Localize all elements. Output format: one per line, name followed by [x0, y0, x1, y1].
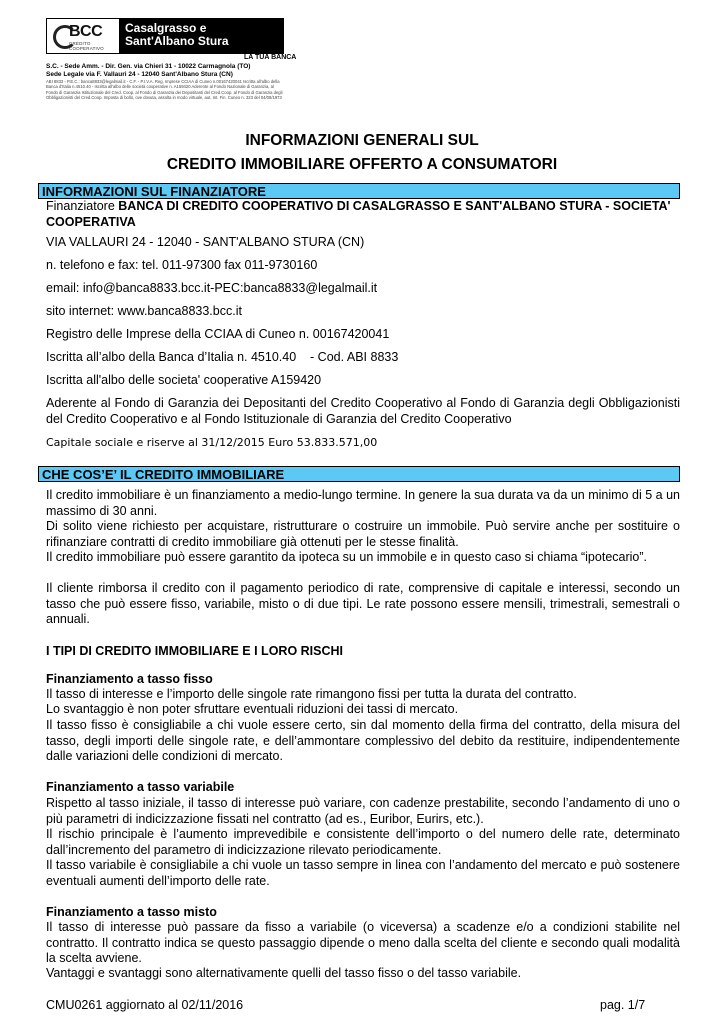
lender-name: Finanziatore BANCA DI CREDITO COOPERATIVO DI CASALGRASSO E SANT'ALBANO STURA - SOCIETA' COOPERATIVA [46, 199, 671, 229]
page-number: pag. 1/7 [600, 998, 646, 1012]
mixed-rate-heading: Finanziamento a tasso misto [46, 905, 217, 919]
tagline: LA TUA BANCA [244, 54, 297, 61]
address-line-1: S.C. - Sede Amm. - Dir. Gen. via Chieri 31 - 10022 Carmagnola (TO) [46, 63, 251, 70]
lender-website: sito internet: www.banca8833.bcc.it [46, 304, 242, 318]
paragraph: Di solito viene richiesto per acquistare, ristrutturare o costruire un immobile. Può servire anche per sostituire o rifinanziare contratti di credito immobiliare già ottenuti per le stesse finalità. [46, 519, 680, 549]
company-registry: Registro delle Imprese della CCIAA di Cuneo n. 00167420041 [46, 327, 390, 341]
paragraph: Il tasso di interesse può passare da fisso a variabile (o viceversa) a scadenze e/o a condizioni stabilite nel contratto. Il contratto indica se questo passaggio dipende o meno dalla scelta del cliente e secondo quali modalità la scelta avviene. [46, 920, 680, 965]
document-reference: CMU0261 aggiornato al 02/11/2016 [46, 998, 244, 1012]
legal-fine-print: ABI 8833 - P.E.C.: banca8833@legalmail.it - C.F. - P.I.V.A. Reg. Imprese CCIAA di Cuneo n.00167420041 Iscritta all'albo della Banca d'Italia n.4510.40 - Iscritta all'albo delle società cooperative n. A159420 Aderente al Fondo Nazionale di Garanzia, al Fondo di Garanzia Istituzionale del Cred. Coop. al Fondo di Garanzia dei Depositanti del Cred.Coop. al Fondo di Garanzia degli Obbligazionisti del Cred.Coop. Imposta di bollo, ove dovuta, assolta in modo virtuale, aut. Int. Fin. Cuneo n. 323 del 04/08/1973 [46, 79, 283, 101]
subsection-heading: I TIPI DI CREDITO IMMOBILIARE E I LORO RISCHI [46, 644, 344, 658]
section-heading-label: INFORMAZIONI SUL FINANZIATORE [42, 184, 266, 199]
paragraph: Il credito immobiliare può essere garantito da ipoteca su un immobile e in questo caso si chiama “ipotecario”. [46, 550, 647, 564]
paragraph: Il tasso fisso è consigliabile a chi vuole essere certo, sin dal momento della firma del contratto, della misura del tasso, degli importi delle singole rate, e dell’ammontare complessivo del debito da restituire, indipendentemente dalle variazioni delle condizioni di mercato. [46, 718, 680, 763]
paragraph: Il credito immobiliare è un finanziamento a medio-lungo termine. In genere la sua durata va da un minimo di 5 a un massimo di 30 anni. [46, 488, 680, 518]
paragraph: Il tasso di interesse e l’importo delle singole rate rimangono fissi per tutta la durata del contratto. [46, 687, 577, 701]
paragraph: Rispetto al tasso iniziale, il tasso di interesse può variare, con cadenze prestabilite, secondo l’andamento di uno o più parametri di indicizzazione fissati nel contratto (ad es., Euribor, Eurirs, etc.). [46, 796, 680, 826]
section-heading-lender [38, 183, 680, 199]
lender-email: email: info@banca8833.bcc.it-PEC:banca8833@legalmail.it [46, 281, 378, 295]
address-line-2: Sede Legale via F. Vallauri 24 - 12040 Sant'Albano Stura (CN) [46, 71, 233, 78]
variable-rate-heading: Finanziamento a tasso variabile [46, 780, 235, 794]
document-title-line-2: CREDITO IMMOBILIARE OFFERTO A CONSUMATORI [166, 156, 558, 173]
lender-name-bold: BANCA DI CREDITO COOPERATIVO DI CASALGRASSO E SANT'ALBANO STURA - SOCIETA' COOPERATIVA [46, 199, 671, 229]
guarantee-funds: Aderente al Fondo di Garanzia dei Depositanti del Credito Cooperativo al Fondo di Garanzia degli Obbligazionisti del Credito Cooperativo e al Fondo Istituzionale di Garanzia del Credito Cooperativo [46, 396, 680, 426]
paragraph: Il tasso variabile è consigliabile a chi vuole un tasso sempre in linea con l’andamento del mercato e può sostenere eventuali aumenti dell’importo delle rate. [46, 858, 680, 888]
paragraph: Vantaggi e svantaggi sono alternativamente quelli del tasso fisso o del tasso variabile. [46, 966, 522, 980]
bank-logo [46, 18, 284, 54]
logo-bank-name: Casalgrasso e Sant'Albano Stura [125, 21, 229, 48]
section-heading-what-is [38, 466, 680, 482]
paragraph: Il rischio principale è l’aumento imprevedibile e consistente dell’importo o del numero delle rate, determinato dall’incremento del parametro di indicizzazione rilevato periodicamente. [46, 827, 680, 857]
fixed-rate-heading: Finanziamento a tasso fisso [46, 672, 213, 686]
logo-bcc-text: BCC [69, 23, 103, 40]
lender-address: VIA VALLAURI 24 - 12040 - SANT'ALBANO STURA (CN) [46, 235, 365, 249]
document-title-line-1: INFORMAZIONI GENERALI SUL [245, 132, 479, 149]
paragraph: Lo svantaggio è non poter sfruttare eventuali riduzioni dei tassi di mercato. [46, 702, 459, 716]
paragraph: Il cliente rimborsa il credito con il pagamento periodico di rate, comprensive di capitale e interessi, secondo un tasso che può essere fisso, variabile, misto o di due tipi. Le rate possono essere mensili, trimestrali, semestrali o annuali. [46, 581, 680, 626]
section-heading-label: CHE COS’E’ IL CREDITO IMMOBILIARE [42, 467, 285, 482]
bank-register: Iscritta all’albo della Banca d’Italia n. 4510.40 - Cod. ABI 8833 [46, 350, 399, 364]
logo-subtitle: CREDITO COOPERATIVO [69, 41, 104, 51]
share-capital: Capitale sociale e riserve al 31/12/2015 Euro 53.833.571,00 [46, 436, 378, 449]
lender-phone: n. telefono e fax: tel. 011-97300 fax 011-9730160 [46, 258, 318, 272]
coop-register: Iscritta all'albo delle societa' cooperative A159420 [46, 373, 322, 387]
